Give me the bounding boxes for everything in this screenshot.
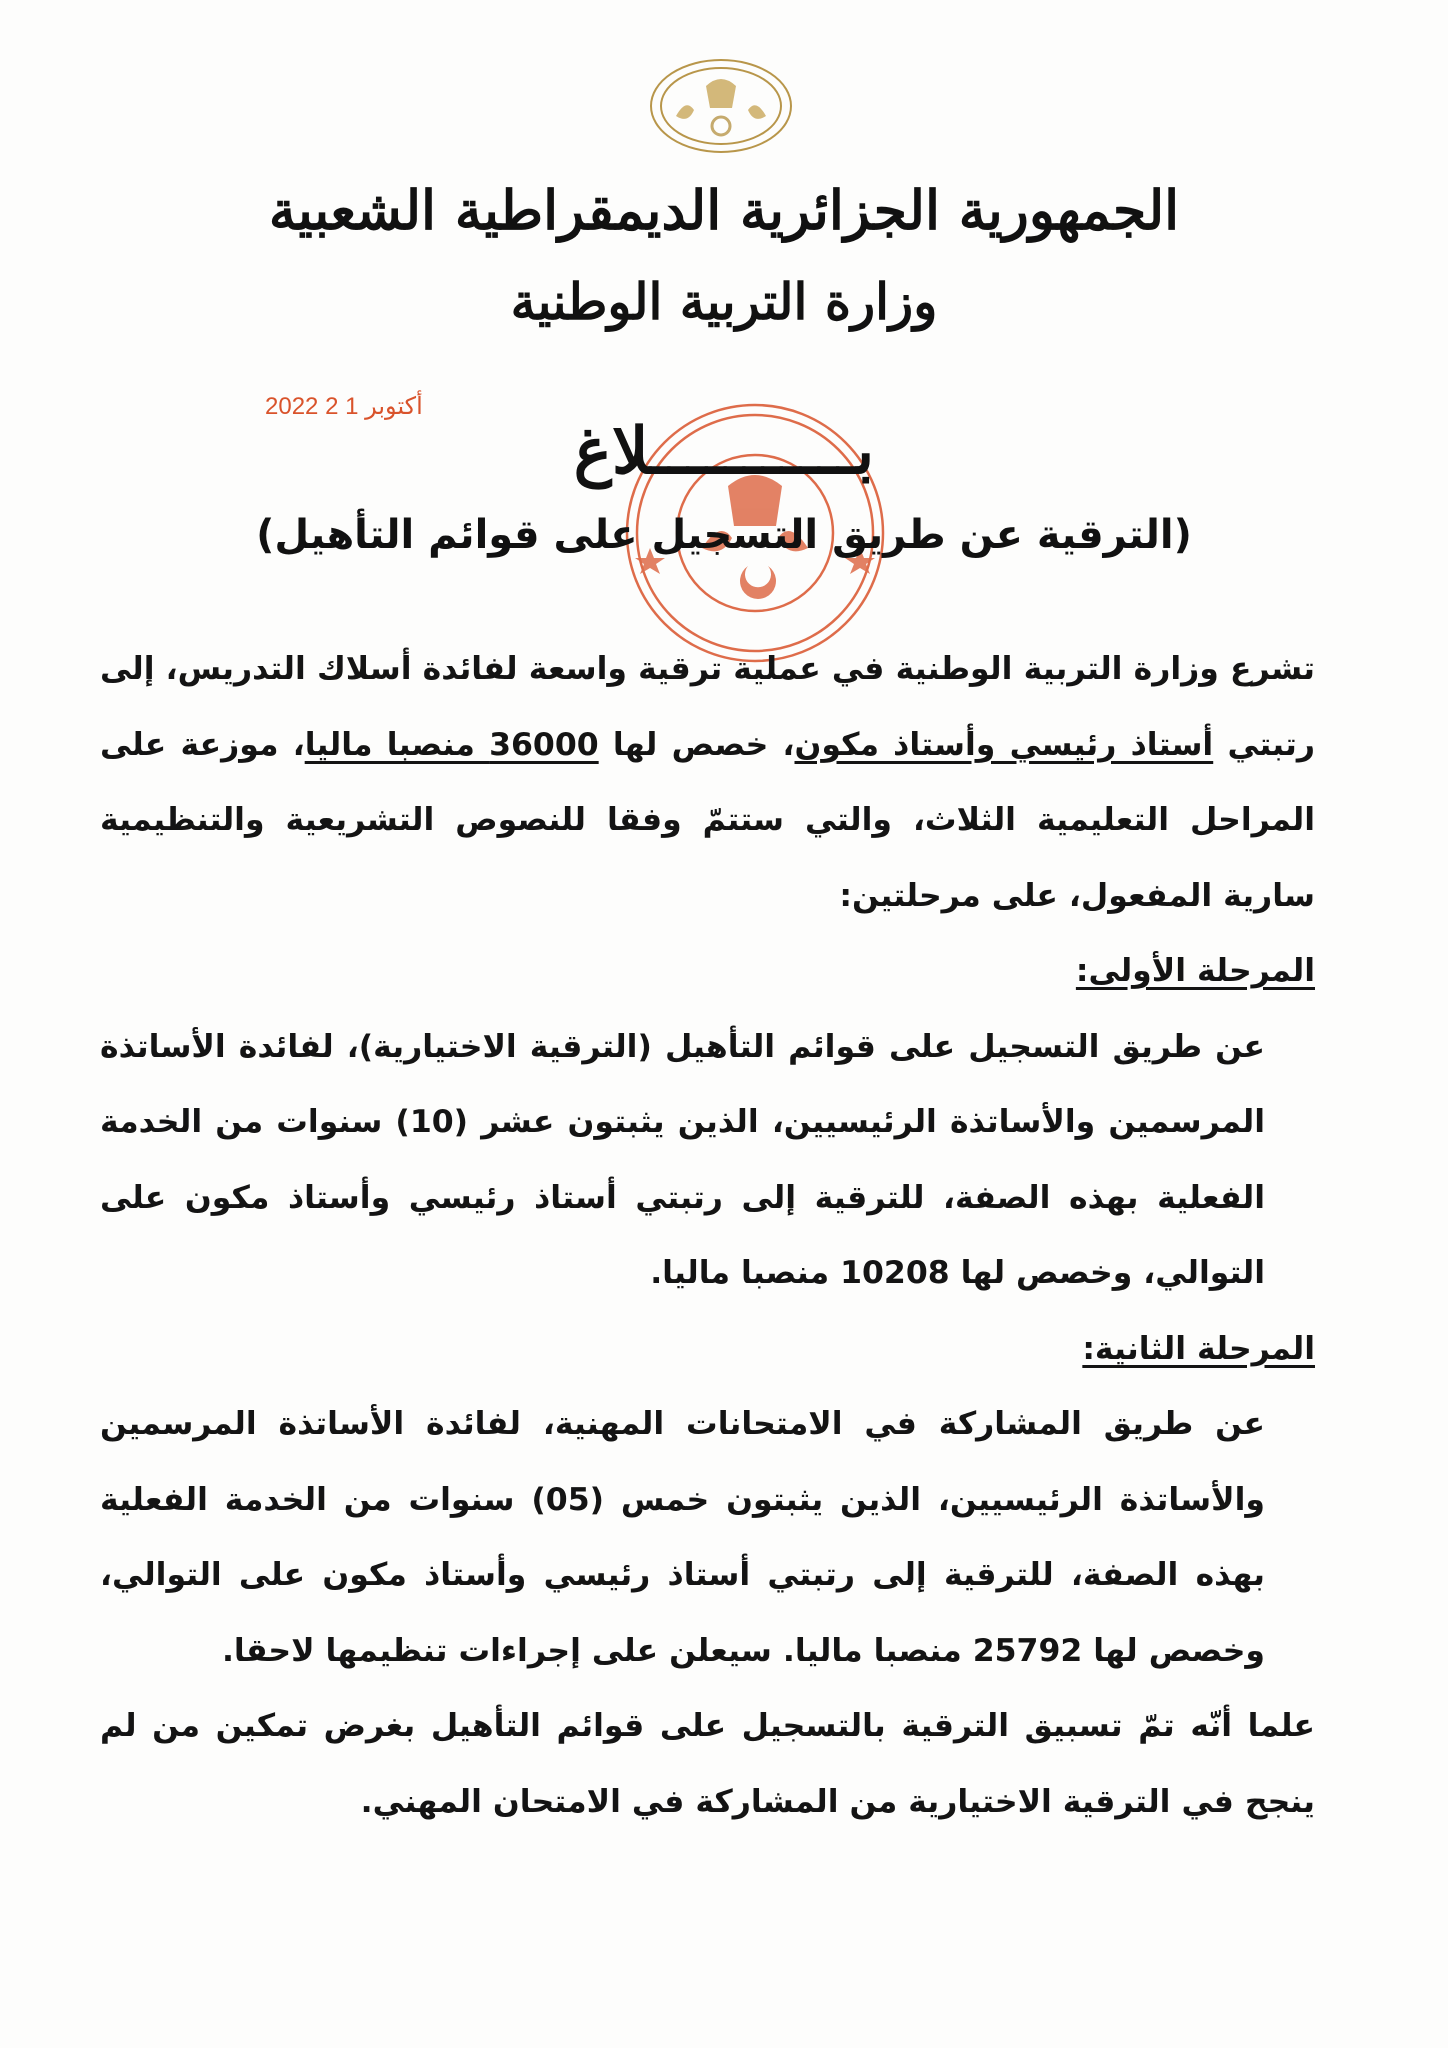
intro-posts: 36000 منصبا ماليا: [304, 726, 599, 763]
phase1-paragraph: عن طريق التسجيل على قوائم التأهيل (الترقية الاختيارية)، لفائدة الأساتذة المرسمين والأساتذة الرئيسيين، الذين يثبتون عشر (10) سنوات من الخدمة الفعلية بهذه الصفة، للترقية إلى رتبتي أستاذ رئيسي وأستاذ مكون على التوالي، وخصص لها 10208 منصبا ماليا.: [100, 1028, 1265, 1291]
page-subtitle: (الترقية عن طريق التسجيل على قوائم التأهيل): [256, 512, 1192, 558]
phase2-heading: المرحلة الثانية:: [1082, 1330, 1315, 1367]
republic-name: الجمهورية الجزائرية الديمقراطية الشعبية: [268, 178, 1180, 242]
national-emblem-icon: [646, 56, 796, 156]
intro-text-1: تشرع وزارة التربية الوطنية في عملية ترقية واسعة لفائدة أسلاك التدريس، إلى رتبتي: [100, 651, 1315, 763]
document-body: [100, 632, 1315, 1840]
page-title: بـــــــــــلاغ: [573, 414, 875, 489]
intro-text-3: ، موزعة على المراحل التعليمية الثلاث، والتي ستتمّ وفقا للنصوص التشريعية والتنظيمية سارية المفعول، على مرحلتين:: [100, 726, 1315, 914]
phase2-paragraph: عن طريق المشاركة في الامتحانات المهنية، لفائدة الأساتذة المرسمين والأساتذة الرئيسيين، الذين يثبتون خمس (05) سنوات من الخدمة الفعلية بهذه الصفة، للترقية إلى رتبتي أستاذ رئيسي وأستاذ مكون على التوالي، وخصص لها 25792 منصبا ماليا. سيعلن على إجراءات تنظيمها لاحقا.: [100, 1406, 1265, 1669]
date-stamp: 2022 أكتوبر 1 2: [265, 393, 423, 420]
intro-ranks: أستاذ رئيسي وأستاذ مكون: [794, 726, 1214, 763]
intro-text-2: ، خصص لها: [598, 726, 795, 763]
closing-paragraph: علما أنّه تمّ تسبيق الترقية بالتسجيل على قوائم التأهيل بغرض تمكين من لم ينجح في الترقية الاختيارية من المشاركة في الامتحان المهني.: [100, 1708, 1315, 1820]
ministry-name: وزارة التربية الوطنية: [510, 272, 938, 331]
phase1-heading: المرحلة الأولى:: [1075, 953, 1315, 989]
intro-paragraph: [100, 632, 1315, 934]
